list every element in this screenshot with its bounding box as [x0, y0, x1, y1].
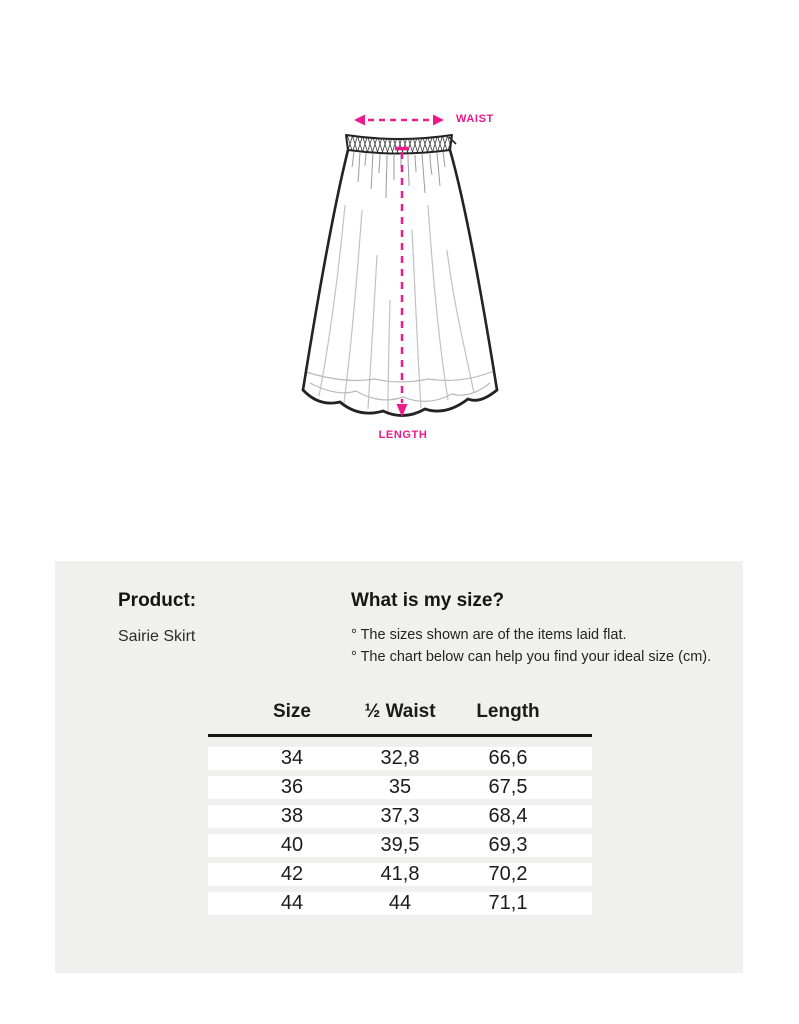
table-cell: 38 — [280, 805, 304, 827]
table-header-row — [208, 701, 592, 737]
table-cell: 67,5 — [488, 776, 528, 798]
table-cell: 42 — [280, 863, 304, 885]
table-row — [208, 834, 592, 857]
info-panel — [55, 561, 743, 973]
table-row — [208, 805, 592, 828]
table-cell: 35 — [388, 776, 412, 798]
table-cell: 71,1 — [488, 892, 528, 914]
table-cell: 41,8 — [380, 863, 420, 885]
table-row — [208, 747, 592, 770]
table-row — [208, 892, 592, 915]
table-row — [208, 776, 592, 799]
skirt-body — [303, 135, 497, 416]
table-cell: 40 — [280, 834, 304, 856]
length-measure-label: LENGTH — [378, 429, 428, 441]
table-cell: 32,8 — [380, 747, 420, 769]
table-cell: 39,5 — [380, 834, 420, 856]
table-cell: 36 — [280, 776, 304, 798]
size-note: ° The chart below can help you find your ideal size (cm). — [351, 649, 712, 665]
table-cell: 44 — [280, 892, 304, 914]
header-cell-size: Size — [272, 701, 312, 722]
table-cell: 44 — [388, 892, 412, 914]
header-cell-length: Length — [476, 701, 540, 722]
waistband — [346, 135, 456, 154]
table-cell: 68,4 — [488, 805, 528, 827]
table-cell: 34 — [280, 747, 304, 769]
table-cell: 70,2 — [488, 863, 528, 885]
table-body — [208, 747, 592, 915]
waist-arrow — [354, 115, 444, 126]
product-label: Product: — [118, 590, 197, 611]
waist-measure-label: WAIST — [456, 113, 494, 125]
table-cell: 37,3 — [380, 805, 420, 827]
skirt-illustration — [0, 0, 799, 470]
size-notes — [351, 624, 711, 668]
size-note: ° The sizes shown are of the items laid flat. — [351, 627, 627, 643]
table-row — [208, 863, 592, 886]
table-cell: 66,6 — [488, 747, 528, 769]
skirt-drawing — [0, 0, 799, 470]
table-cell: 69,3 — [488, 834, 528, 856]
size-table — [208, 701, 592, 921]
header-cell-half-waist: ½ Waist — [364, 701, 436, 722]
product-name: Sairie Skirt — [118, 628, 196, 645]
size-heading: What is my size? — [351, 590, 505, 611]
